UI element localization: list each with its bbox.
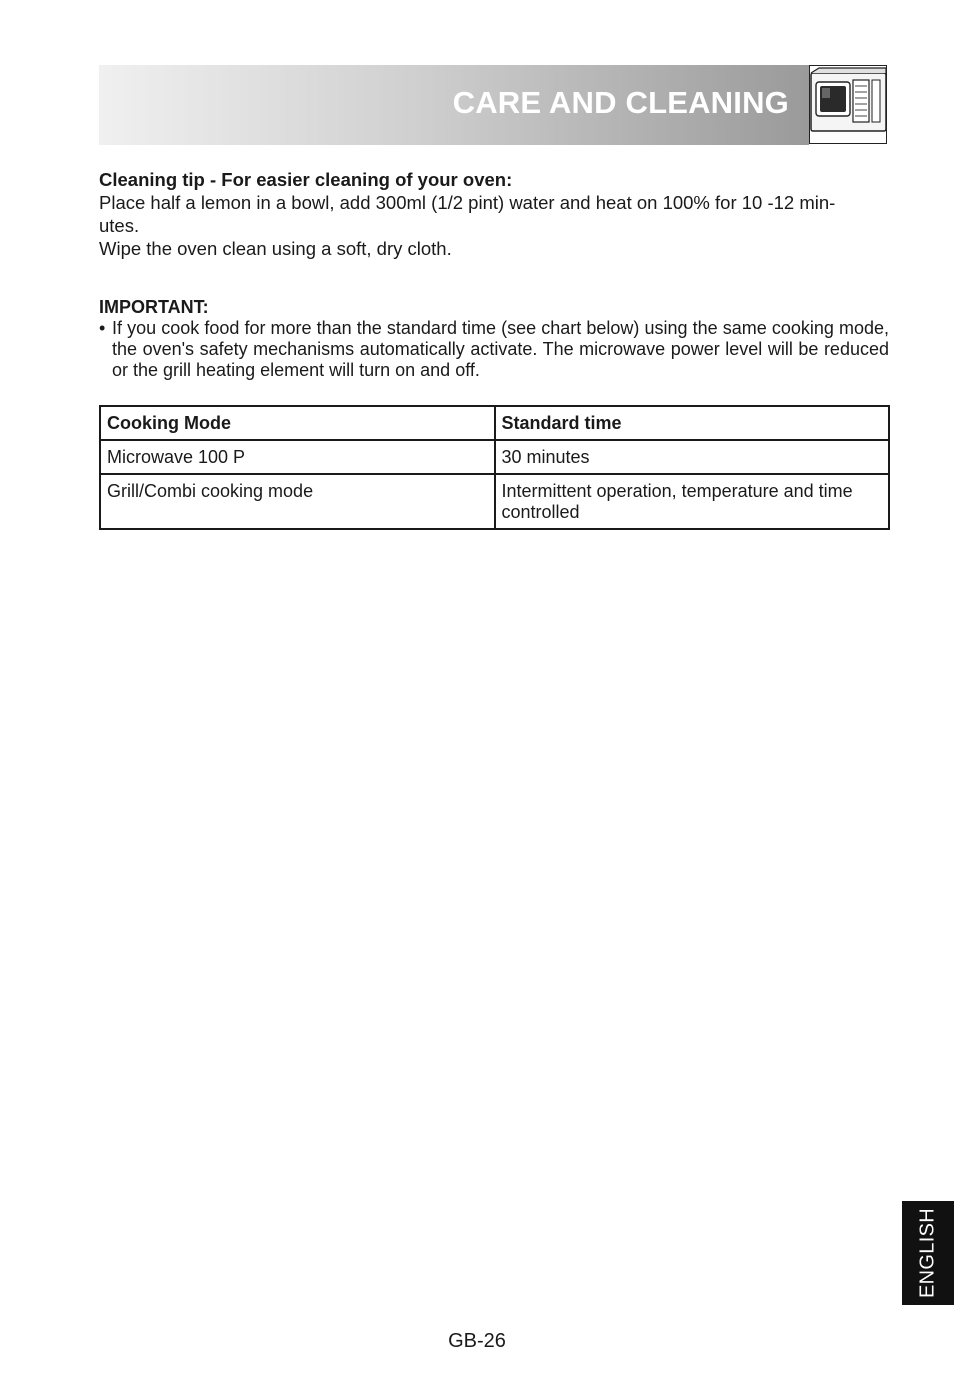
important-bullet-item xyxy=(99,318,889,381)
table-header-cell: Standard time xyxy=(495,406,890,440)
page-number: GB-26 xyxy=(448,1330,506,1352)
table-header-cell: Cooking Mode xyxy=(100,406,495,440)
language-label: ENGLISH xyxy=(916,1208,939,1298)
table-cell: Grill/Combi cooking mode xyxy=(100,474,495,529)
important-heading: IMPORTANT: xyxy=(99,297,209,317)
table-cell: Microwave 100 P xyxy=(100,440,495,474)
table-header-row xyxy=(100,406,889,440)
important-section xyxy=(99,297,889,381)
cleaning-tip-line: Place half a lemon in a bowl, add 300ml (1/2 pint) water and heat on 100% for 10 -12 min- xyxy=(99,192,836,213)
standard-time-table xyxy=(99,405,890,530)
header-banner xyxy=(99,65,809,145)
table-cell: Intermittent operation, temperature and time controlled xyxy=(495,474,890,529)
important-text: If you cook food for more than the standard time (see chart below) using the same cooking mode, the oven's safety mechanisms automatically activate. The microwave power level will be reduced or the grill heating element will turn on and off. xyxy=(112,318,889,380)
language-tab xyxy=(902,1201,954,1305)
cleaning-tip-heading: Cleaning tip - For easier cleaning of your oven: xyxy=(99,169,513,190)
microwave-oven-icon xyxy=(809,65,887,144)
page-title: CARE AND CLEANING xyxy=(452,85,789,120)
cleaning-tip-line: Wipe the oven clean using a soft, dry cloth. xyxy=(99,238,452,259)
bullet-icon: • xyxy=(99,318,106,338)
cleaning-tip-line: utes. xyxy=(99,215,140,236)
cleaning-tip-section xyxy=(99,168,889,260)
table-row xyxy=(100,474,889,529)
table-cell: 30 minutes xyxy=(495,440,890,474)
table-row xyxy=(100,440,889,474)
